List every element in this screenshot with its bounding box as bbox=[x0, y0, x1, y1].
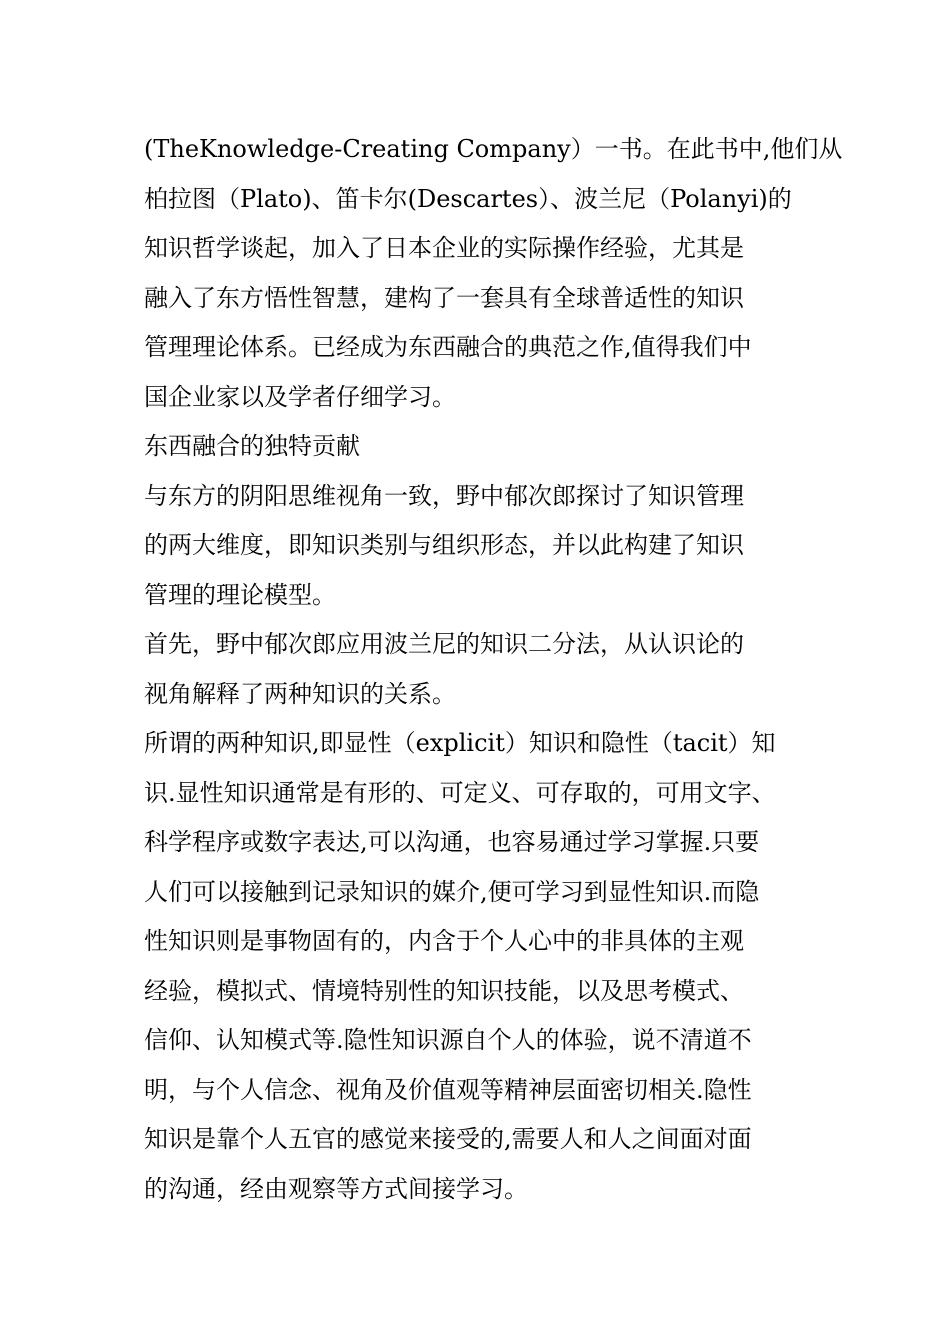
text-line: 融入了东方悟性智慧，建构了一套具有全球普适性的知识 bbox=[144, 283, 744, 312]
document-body bbox=[144, 125, 843, 1214]
text-line: 识.显性知识通常是有形的、可定义、可存取的，可用文字、 bbox=[144, 778, 776, 807]
text-line: (TheKnowledge-Creating Company）一书。在此书中,他们从 bbox=[144, 135, 843, 163]
text-line: 所谓的两种知识,即显性（explicit）知识和隐性（tacit）知 bbox=[144, 729, 776, 757]
text-line: 信仰、认知模式等.隐性知识源自个人的体验，说不清道不 bbox=[144, 1026, 752, 1054]
text-line: 人们可以接触到记录知识的媒介,便可学习到显性知识.而隐 bbox=[144, 877, 760, 906]
text-line: 与东方的阴阳思维视角一致，野中郁次郎探讨了知识管理 bbox=[144, 481, 744, 510]
text-line: 知识哲学谈起，加入了日本企业的实际操作经验，尤其是 bbox=[144, 234, 744, 262]
text-line: 知识是靠个人五官的感觉来接受的,需要人和人之间面对面 bbox=[144, 1125, 752, 1153]
text-line: 明，与个人信念、视角及价值观等精神层面密切相关.隐性 bbox=[144, 1075, 752, 1104]
text-line: 视角解释了两种知识的关系。 bbox=[144, 679, 456, 708]
text-line: 经验，模拟式、情境特别性的知识技能，以及思考模式、 bbox=[144, 976, 744, 1005]
text-line: 国企业家以及学者仔细学习。 bbox=[144, 382, 456, 411]
text-line: 管理理论体系。已经成为东西融合的典范之作,值得我们中 bbox=[144, 333, 752, 361]
text-line: 科学程序或数字表达,可以沟通，也容易通过学习掌握.只要 bbox=[144, 828, 760, 856]
text-line: 的沟通，经由观察等方式间接学习。 bbox=[144, 1174, 528, 1203]
text-line: 的两大维度，即知识类别与组织形态，并以此构建了知识 bbox=[144, 531, 744, 559]
section-heading: 东西融合的独特贡献 bbox=[144, 432, 360, 460]
text-line: 管理的理论模型。 bbox=[144, 580, 336, 609]
text-line: 柏拉图（Plato)、笛卡尔(Descartes）、波兰尼（Polanyi)的 bbox=[144, 184, 792, 213]
text-line: 首先，野中郁次郎应用波兰尼的知识二分法，从认识论的 bbox=[144, 630, 744, 658]
text-line: 性知识则是事物固有的，内含于个人心中的非具体的主观 bbox=[144, 927, 744, 955]
